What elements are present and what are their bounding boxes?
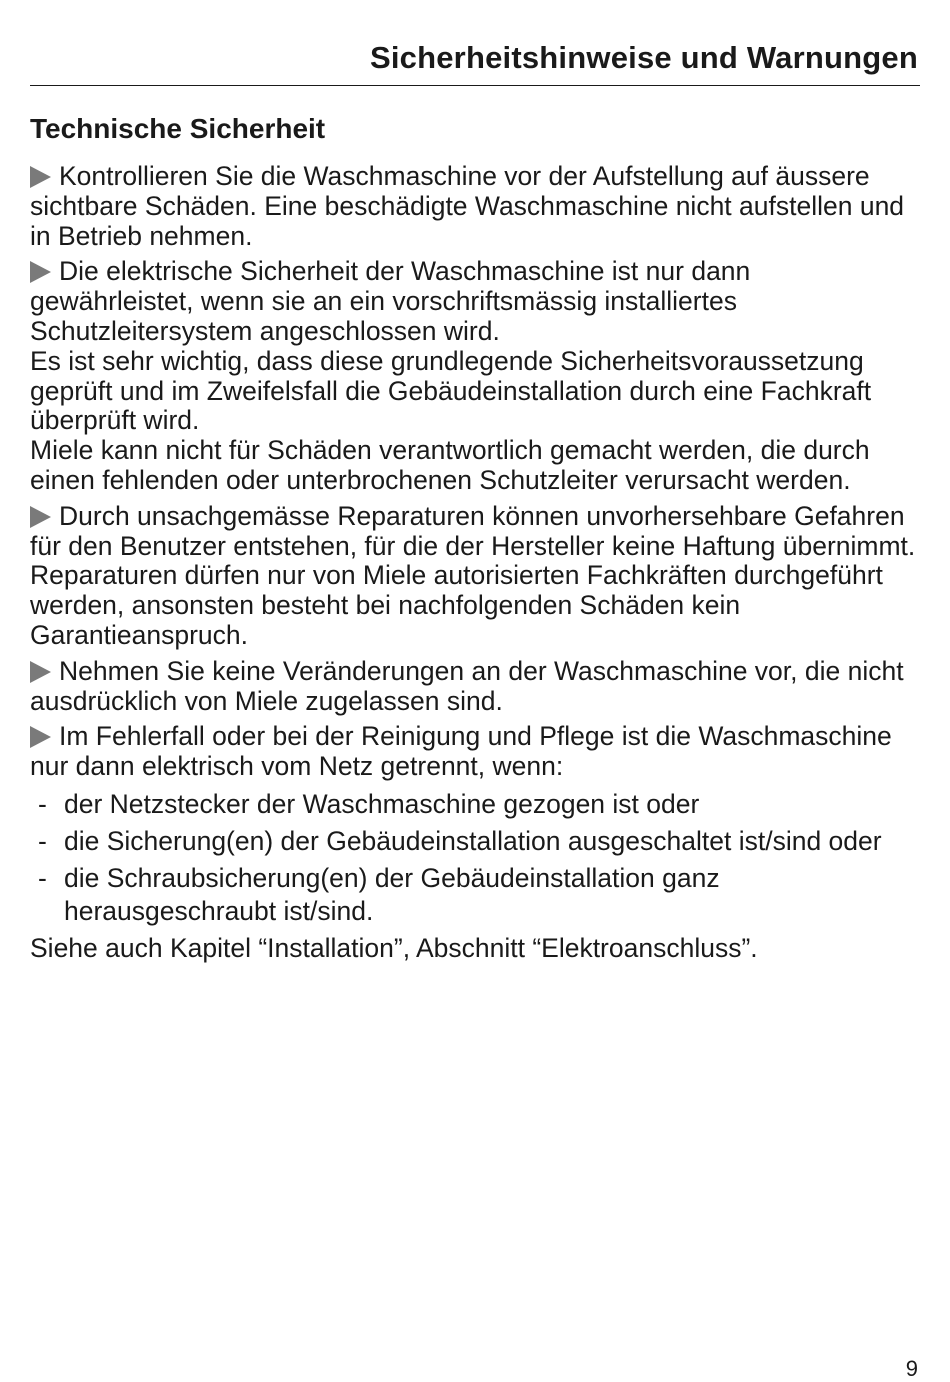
- safety-paragraph: [30, 502, 920, 651]
- triangle-arrow-icon: [30, 726, 51, 748]
- dash-marker: -: [38, 825, 47, 856]
- disconnect-conditions-list: [30, 788, 920, 928]
- paragraph-text: Im Fehlerfall oder bei der Reinigung und Pflege ist die Waschmaschine nur dann elektrisch vom Netz getrennt, wenn:: [30, 721, 892, 782]
- paragraph-text: Kontrollieren Sie die Waschmaschine vor der Aufstellung auf äussere sichtbare Schäden. Eine beschädigte Waschmaschine nicht aufstellen und in Betrieb nehmen.: [30, 161, 905, 251]
- safety-paragraph: [30, 657, 920, 717]
- safety-paragraph: [30, 162, 920, 251]
- page-header-title: Sicherheitshinweise und Warnungen: [369, 40, 918, 75]
- list-item-text: die Schraubsicherung(en) der Gebäudeinstallation ganz herausgeschraubt ist/sind.: [64, 862, 720, 926]
- list-item: [30, 862, 920, 928]
- paragraph-continuation: Es ist sehr wichtig, dass diese grundlegende Sicherheitsvoraussetzung geprüft und im Zweifelsfall die Gebäudeinstallation durch eine Fachkraft überprüft wird.: [30, 345, 872, 436]
- safety-paragraph: [30, 257, 920, 495]
- paragraph-text: Durch unsachgemässe Reparaturen können unvorhersehbare Gefahren für den Benutzer entstehen, für die der Hersteller keine Haftung übernimmt. Reparaturen dürfen nur von Miele autorisierten Fachkräften durchgeführt werden, ansonsten besteht bei nachfolgenden Schäden kein Garantieanspruch.: [30, 500, 916, 650]
- paragraph-text: Nehmen Sie keine Veränderungen an der Waschmaschine vor, die nicht ausdrücklich von Miele zugelassen sind.: [30, 655, 904, 716]
- page-header: [30, 38, 920, 86]
- dash-marker: -: [38, 862, 47, 893]
- paragraph-continuation: Miele kann nicht für Schäden verantwortlich gemacht werden, die durch einen fehlenden oder unterbrochenen Schutzleiter verursacht werden.: [30, 435, 870, 495]
- triangle-arrow-icon: [30, 506, 51, 528]
- section-title: Technische Sicherheit: [30, 113, 326, 144]
- list-item-text: der Netzstecker der Waschmaschine gezogen ist oder: [64, 788, 700, 819]
- list-item-text: die Sicherung(en) der Gebäudeinstallation ausgeschaltet ist/sind oder: [64, 825, 882, 856]
- triangle-arrow-icon: [30, 261, 51, 283]
- list-item: [30, 825, 920, 858]
- safety-paragraph: [30, 722, 920, 782]
- page-number: 9: [905, 1356, 918, 1381]
- dash-marker: -: [38, 788, 47, 819]
- triangle-arrow-icon: [30, 661, 51, 683]
- content-area: [30, 112, 920, 964]
- list-item: [30, 788, 920, 821]
- paragraph-text: Die elektrische Sicherheit der Waschmaschine ist nur dann gewährleistet, wenn sie an ein vorschriftsmässig installiertes Schutzleitersystem angeschlossen wird.: [30, 256, 751, 346]
- see-also-reference: Siehe auch Kapitel “Installation”, Abschnitt “Elektroanschluss”.: [30, 932, 758, 963]
- triangle-arrow-icon: [30, 166, 51, 188]
